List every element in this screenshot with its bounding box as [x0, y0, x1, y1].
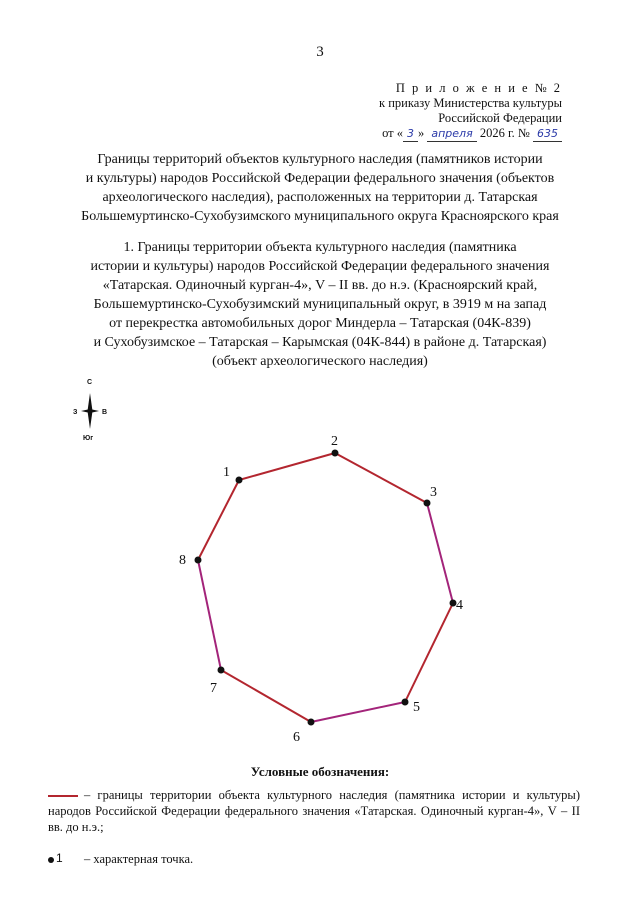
legend-title: Условные обозначения: [250, 764, 390, 779]
point-label-1: 1 [223, 465, 230, 480]
point-marker-5 [402, 699, 409, 706]
boundary-segment-6-7 [221, 670, 311, 722]
title-line: и культуры) народов Российской Федерации федерального значения (объектов [85, 171, 555, 186]
boundary-segment-5-6 [311, 702, 405, 722]
section-line: от перекрестка автомобильных дорог Миндерла – Татарская (04К-839) [109, 316, 531, 331]
point-marker-2 [332, 450, 339, 457]
point-marker-3 [424, 500, 431, 507]
boundary-segment-7-8 [198, 560, 221, 670]
compass-north-label: С [87, 379, 93, 386]
date-mid: » [418, 126, 425, 140]
point-marker-7 [218, 667, 225, 674]
compass-south-label: Юг [83, 435, 94, 442]
title-line: археологического наследия), расположенных на территории д. Татарская [102, 190, 538, 205]
title-line: Большемуртинско-Сухобузимского муниципального округа Красноярского края [81, 209, 559, 224]
legend-boundary-text: – границы территории объекта культурного наследия (памятника истории и культуры) народов Российской Федерации федерального значения «Татарская. Одиночный курган-4», V – II вв. до н.э.; [48, 788, 580, 834]
boundary-segment-2-3 [335, 453, 427, 503]
section-line: «Татарская. Одиночный курган-4», V – II вв. до н.э. (Красноярский край, [102, 278, 538, 293]
section-line: 1. Границы территории объекта культурного наследия (памятника [123, 240, 517, 255]
appendix-title: П р и л о ж е н и е № 2 [395, 81, 562, 95]
compass-south-arrow [88, 411, 93, 429]
point-marker-6 [308, 719, 315, 726]
appendix-ministry-line: Российской Федерации [438, 111, 562, 125]
compass-west-label: З [73, 409, 78, 416]
point-label-7: 7 [210, 681, 217, 696]
point-label-5: 5 [413, 700, 420, 715]
date-prefix: от « [382, 126, 403, 140]
compass-icon [73, 379, 107, 442]
handwritten-month: апреля [427, 126, 476, 142]
point-label-4: 4 [456, 598, 463, 613]
handwritten-day: 3 [403, 126, 418, 142]
legend-point-text: – характерная точка. [84, 852, 194, 866]
title-line: Границы территорий объектов культурного наследия (памятников истории [97, 152, 543, 167]
compass-west-arrow [81, 409, 90, 413]
section-line: (объект археологического наследия) [212, 354, 428, 369]
legend-point-icon [48, 857, 54, 863]
compass-east-arrow [90, 409, 99, 413]
boundary-segment-3-4 [427, 503, 453, 603]
point-label-6: 6 [293, 730, 300, 745]
boundary-segment-8-1 [198, 480, 239, 560]
page-number: 3 [316, 44, 324, 60]
appendix-order-line: к приказу Министерства культуры [379, 96, 562, 110]
boundary-segment-1-2 [239, 453, 335, 480]
compass-east-label: В [102, 409, 108, 416]
compass-north-arrow [88, 393, 93, 411]
point-marker-1 [236, 477, 243, 484]
section-line: Большемуртинско-Сухобузимский муниципальный округ, в 3919 м на запад [93, 297, 547, 312]
handwritten-order-number: 635 [533, 126, 562, 142]
boundary-segment-4-5 [405, 603, 453, 702]
section-line: истории и культуры) народов Российской Федерации федерального значения [90, 259, 550, 274]
legend-point-number: 1 [56, 851, 63, 865]
year-number-label: 2026 г. № [479, 126, 530, 140]
point-label-8: 8 [179, 553, 186, 568]
point-label-2: 2 [331, 434, 338, 449]
point-label-3: 3 [430, 485, 437, 500]
section-line: и Сухобузимское – Татарская – Карымская (04К-844) в районе д. Татарская) [93, 335, 547, 350]
point-marker-8 [195, 557, 202, 564]
